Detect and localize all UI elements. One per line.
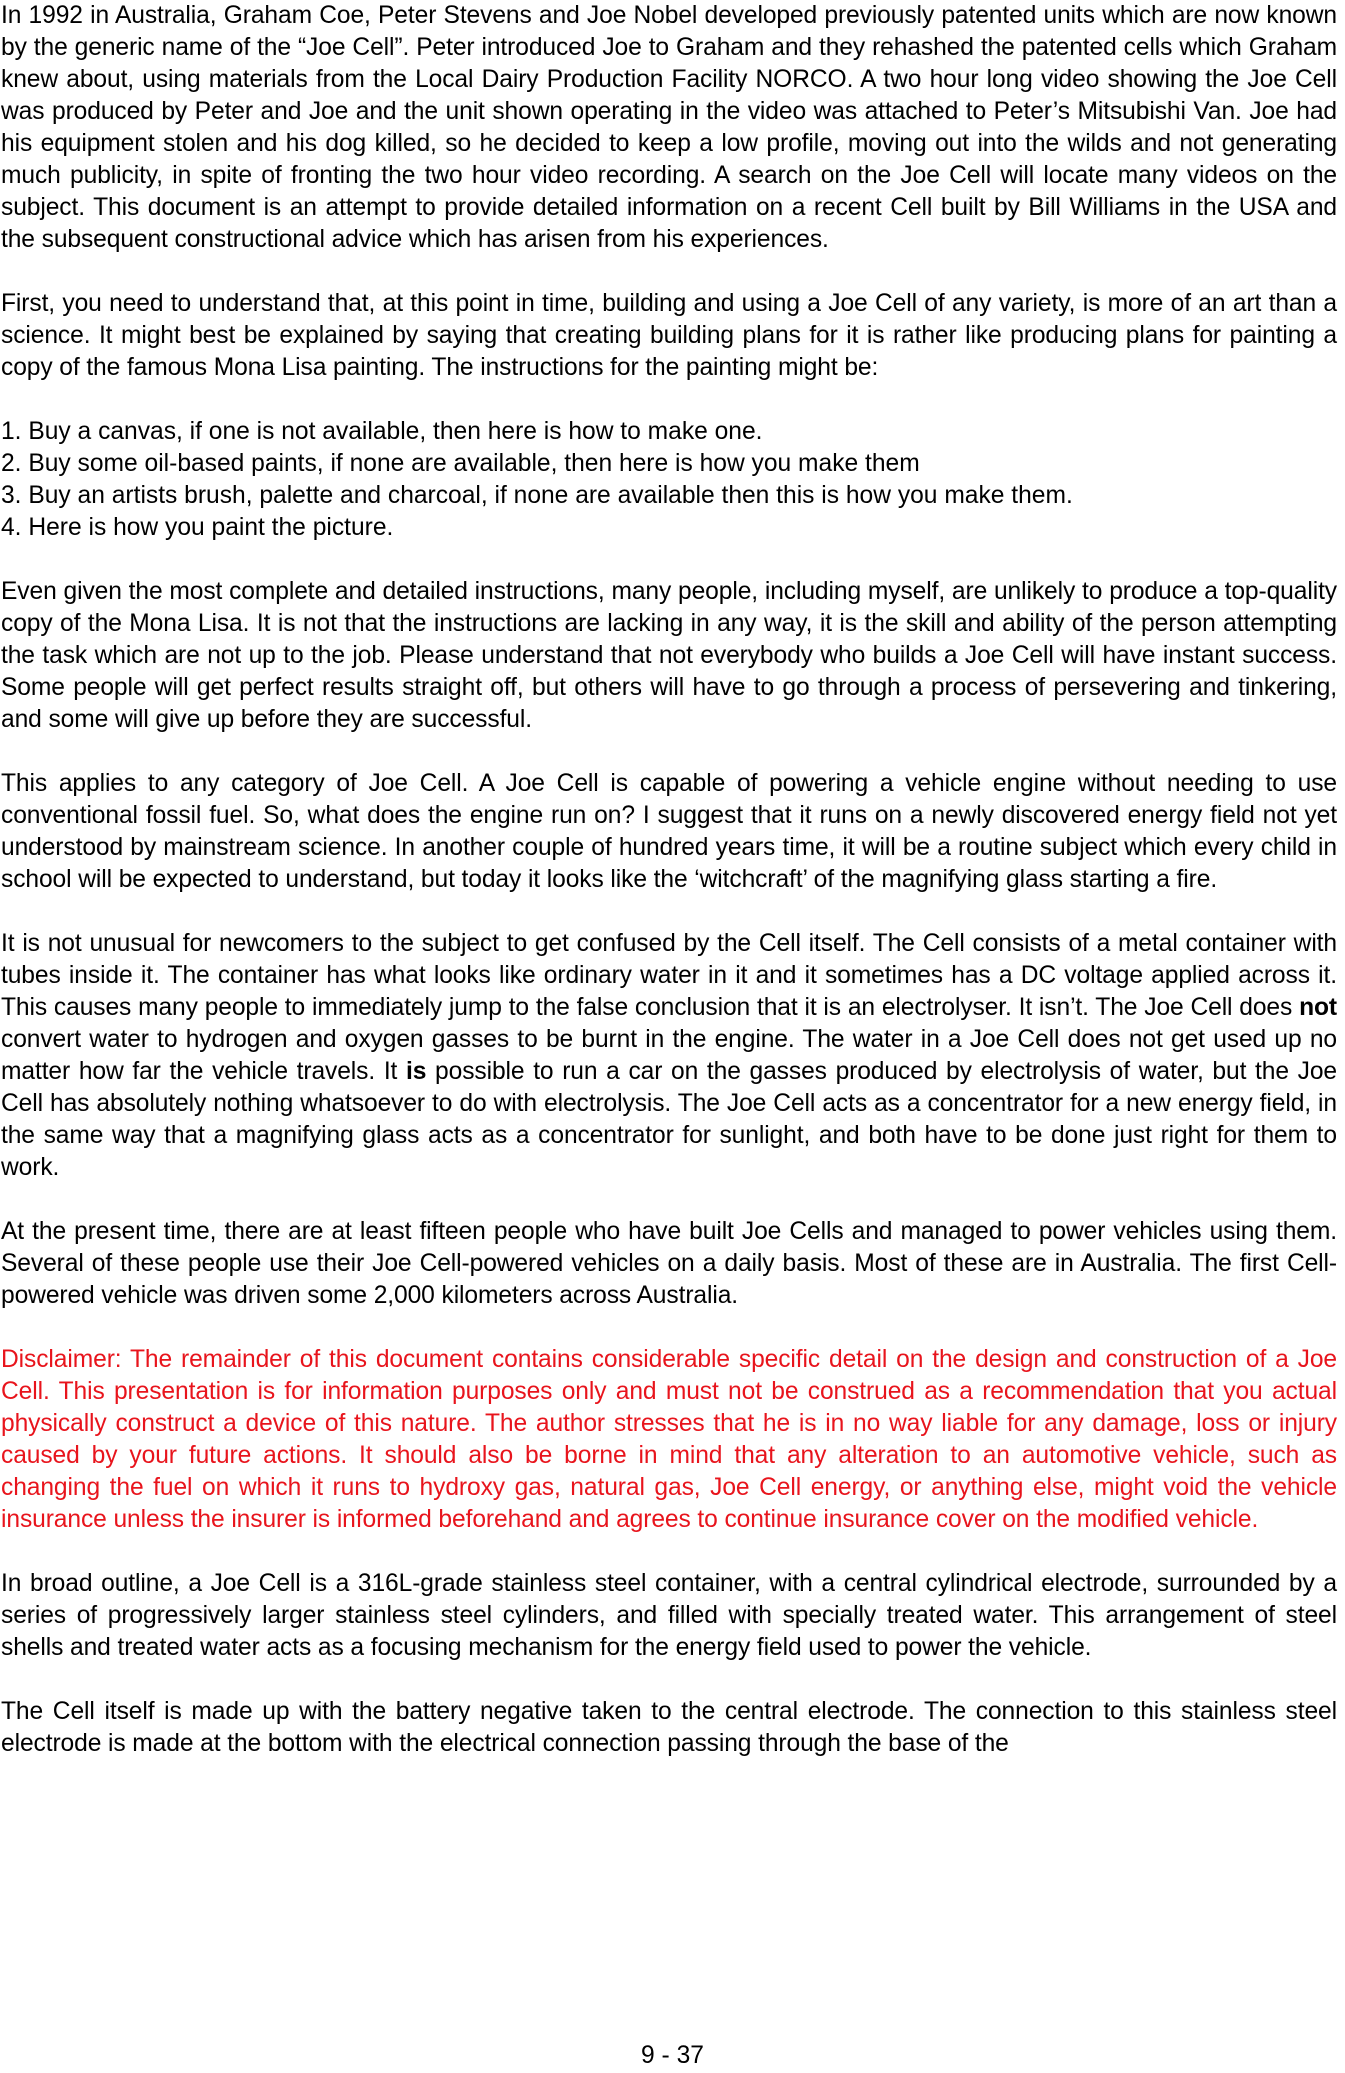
energy-field-paragraph: This applies to any category of Joe Cell. A Joe Cell is capable of powering a vehicle engine without needing to use conventional fossil fuel. So, what does the engine run on? I suggest that it runs on a newly discovered energy field not yet understood by mainstream science. In another couple of hundred years time, it will be a routine subject which every child in school will be expected to understand, but today it looks like the ‘witchcraft’ of the magnifying glass starting a fire. [1,770,1337,893]
document-page [1,0,1337,1792]
painting-instructions-list [1,416,1337,544]
builders-paragraph: At the present time, there are at least fifteen people who have built Joe Cells and managed to power vehicles using them. Several of these people use their Joe Cell-powered vehicles on a daily basis. Most of these are in Australia. The first Cell-powered vehicle was driven some 2,000 kilometers across Australia. [1,1218,1337,1309]
bold-text: not [1299,994,1337,1021]
list-item: 3. Buy an artists brush, palette and charcoal, if none are available then this is how you make them. [1,482,1073,509]
text-span: It is not unusual for newcomers to the subject to get confused by the Cell itself. The Cell consists of a metal container with tubes inside it. The container has what looks like ordinary water in it and it sometimes has a DC voltage applied across it. This causes many people to immediately jump to the false conclusion that it is an electrolyser. It isn’t. The Joe Cell does [1,930,1337,1021]
electrolysis-paragraph [1,928,1337,1184]
cell-construction-paragraph: The Cell itself is made up with the battery negative taken to the central electrode. The connection to this stainless steel electrode is made at the bottom with the electrical connection passing through the base of the [1,1698,1337,1757]
text-span: possible to run a car on the gasses produced by electrolysis of water, but the Joe Cell has absolutely nothing whatsoever to do with electrolysis. The Joe Cell acts as a concentrator for a new energy field, in the same way that a magnifying glass acts as a concentrator for sunlight, and both have to be done just right for them to work. [1,1058,1337,1181]
instructions-paragraph: Even given the most complete and detailed instructions, many people, including myself, are unlikely to produce a top-quality copy of the Mona Lisa. It is not that the instructions are lacking in any way, it is the skill and ability of the person attempting the task which are not up to the job. Please understand that not everybody who builds a Joe Cell will have instant success. Some people will get perfect results straight off, but others will have to go through a process of persevering and tinkering, and some will give up before they are successful. [1,578,1337,733]
text-span: convert water to hydrogen and oxygen gasses to be burnt in the engine. The water in a Joe Cell does not get used up no matter how far the vehicle travels. It [1,1026,1337,1085]
outline-paragraph: In broad outline, a Joe Cell is a 316L-grade stainless steel container, with a central cylindrical electrode, surrounded by a series of progressively larger stainless steel cylinders, and filled with specially treated water. This arrangement of steel shells and treated water acts as a focusing mechanism for the energy field used to power the vehicle. [1,1570,1337,1661]
list-item: 1. Buy a canvas, if one is not available, then here is how to make one. [1,418,763,445]
disclaimer-paragraph: Disclaimer: The remainder of this document contains considerable specific detail on the design and construction of a Joe Cell. This presentation is for information purposes only and must not be construed as a recommendation that you actual physically construct a device of this nature. The author stresses that he is in no way liable for any damage, loss or injury caused by your future actions. It should also be borne in mind that any alteration to an automotive vehicle, such as changing the fuel on which it runs to hydroxy gas, natural gas, Joe Cell energy, or anything else, might void the vehicle insurance unless the insurer is informed beforehand and agrees to continue insurance cover on the modified vehicle. [1,1346,1337,1533]
intro-paragraph: In 1992 in Australia, Graham Coe, Peter Stevens and Joe Nobel developed previously patented units which are now known by the generic name of the “Joe Cell”. Peter introduced Joe to Graham and they rehashed the patented cells which Graham knew about, using materials from the Local Dairy Production Facility NORCO. A two hour long video showing the Joe Cell was produced by Peter and Joe and the unit shown operating in the video was attached to Peter’s Mitsubishi Van. Joe had his equipment stolen and his dog killed, so he decided to keep a low profile, moving out into the wilds and not generating much publicity, in spite of fronting the two hour video recording. A search on the Joe Cell will locate many videos on the subject. This document is an attempt to provide detailed information on a recent Cell built by Bill Williams in the USA and the subsequent constructional advice which has arisen from his experiences. [1,2,1337,253]
page-number: 9 - 37 [641,2042,704,2069]
list-item: 2. Buy some oil-based paints, if none are available, then here is how you make them [1,450,920,477]
art-vs-science-paragraph: First, you need to understand that, at this point in time, building and using a Joe Cell of any variety, is more of an art than a science. It might best be explained by saying that creating building plans for it is rather like producing plans for painting a copy of the famous Mona Lisa painting. The instructions for the painting might be: [1,290,1337,381]
list-item: 4. Here is how you paint the picture. [1,514,394,541]
bold-text: is [406,1058,427,1085]
